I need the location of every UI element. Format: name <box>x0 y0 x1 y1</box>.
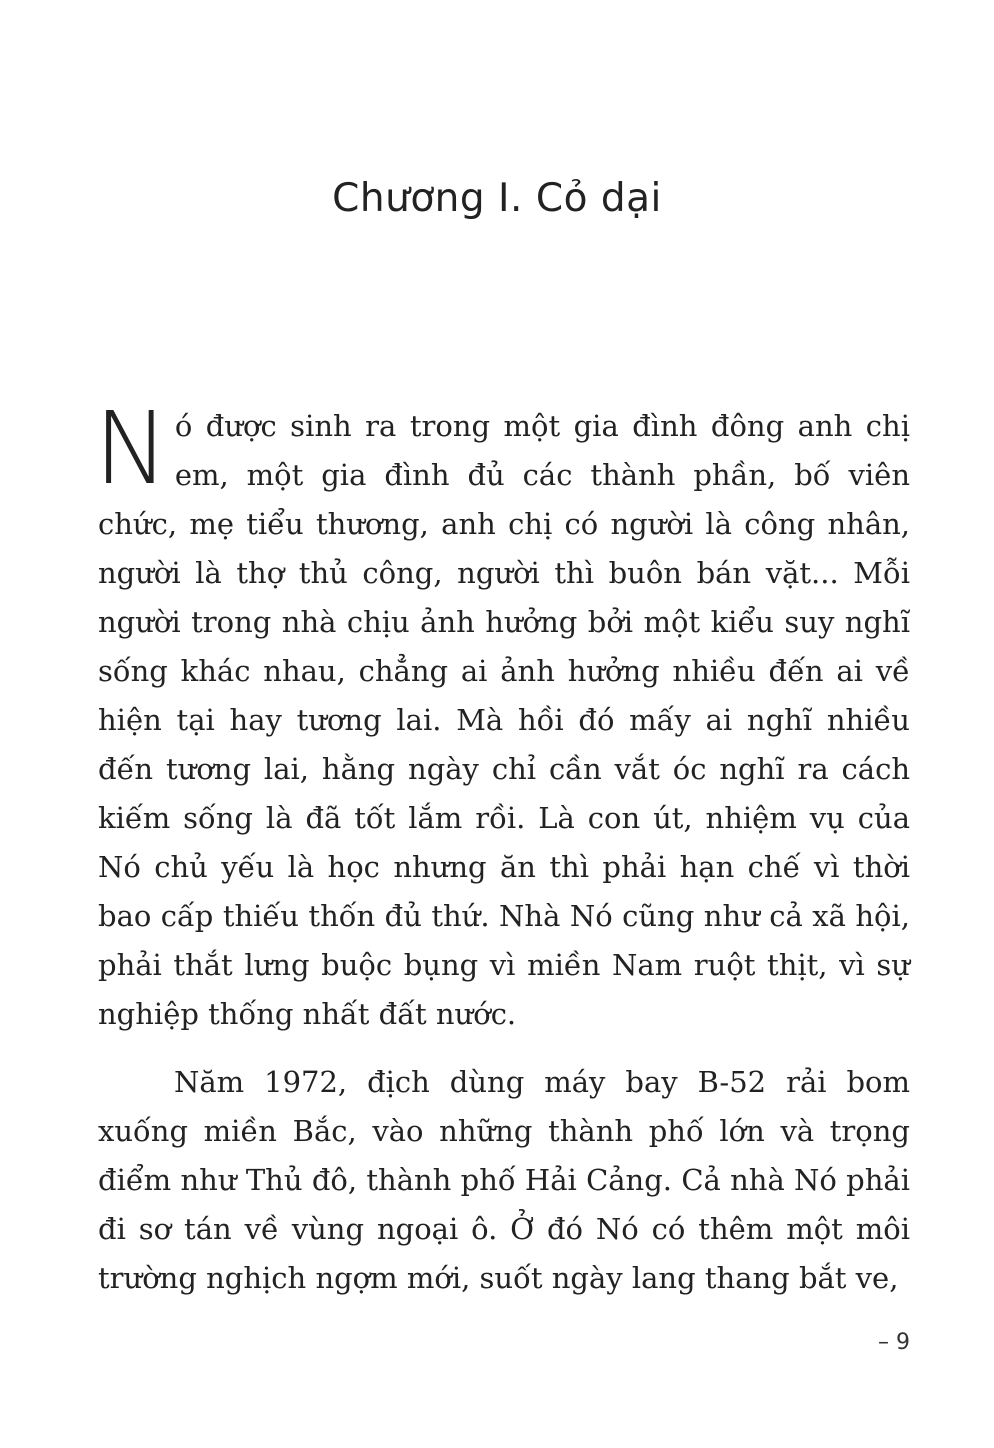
paragraph-2: Năm 1972, địch dùng máy bay B-52 rải bom xuống miền Bắc, vào những thành phố lớn và trọng điểm như Thủ đô, thành phố Hải Cảng. Cả nhà Nó phải đi sơ tán về vùng ngoại ô. Ở đó Nó có thêm một môi trường nghịch ngợm mới, suốt ngày lang thang bắt ve, <box>98 1065 910 1295</box>
drop-cap: N <box>94 390 167 507</box>
paragraph-1 <box>94 390 910 1039</box>
page-number: – 9 <box>878 1330 910 1355</box>
chapter-title: Chương I. Cỏ dại <box>332 176 662 221</box>
body-text <box>94 390 910 1303</box>
paragraph-1-text: ó được sinh ra trong một gia đình đông anh chị em, một gia đình đủ các thành phần, bố viên chức, mẹ tiểu thương, anh chị có người là công nhân, người là thợ thủ công, người thì buôn bán vặt... Mỗi người trong nhà chịu ảnh hưởng bởi một kiểu suy nghĩ sống khác nhau, chẳng ai ảnh hưởng nhiều đến ai về hiện tại hay tương lai. Mà hồi đó mấy ai nghĩ nhiều đến tương lai, hằng ngày chỉ cần vắt óc nghĩ ra cách kiếm sống là đã tốt lắm rồi. Là con út, nhiệm vụ của Nó chủ yếu là học nhưng ăn thì phải hạn chế vì thời bao cấp thiếu thốn đủ thứ. Nhà Nó cũng như cả xã hội, phải thắt lưng buộc bụng vì miền Nam ruột thịt, vì sự nghiệp thống nhất đất nước. <box>98 409 910 1031</box>
